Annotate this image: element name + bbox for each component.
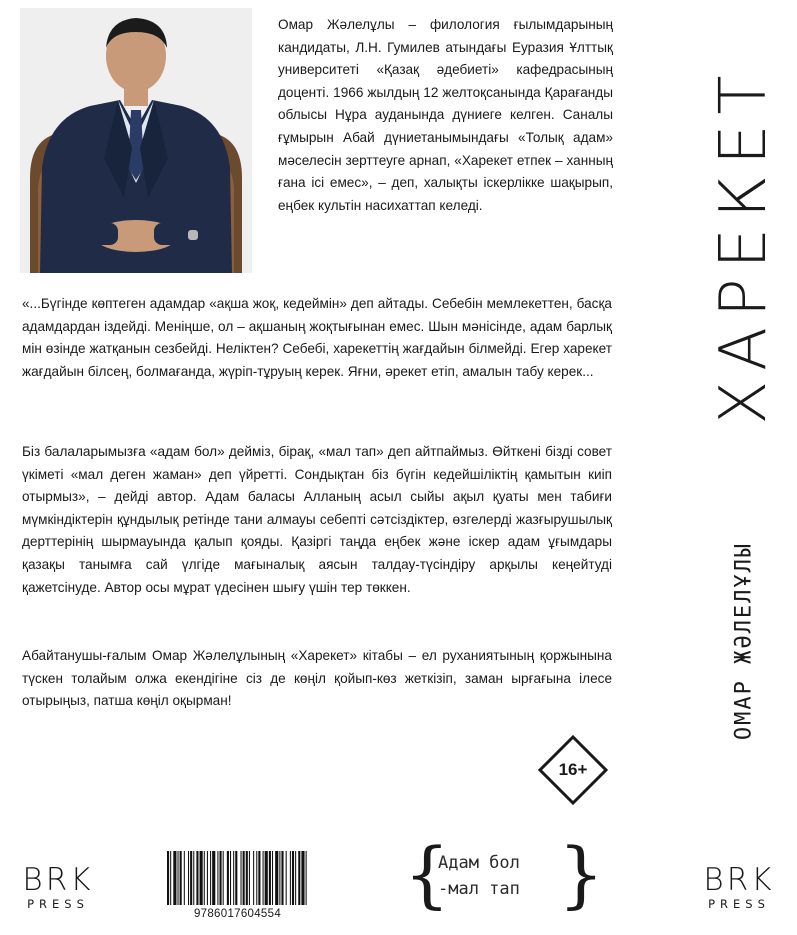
- publisher-sub: PRESS: [27, 897, 89, 911]
- spine-title-text: ХАРЕКЕТ: [707, 65, 781, 425]
- isbn-number: 9786017604554: [193, 908, 282, 920]
- isbn-barcode: [165, 851, 310, 923]
- author-portrait-icon: [20, 8, 252, 273]
- publisher-logo-left: [13, 862, 103, 911]
- slogan-block: [404, 832, 604, 916]
- left-brace-icon: {: [404, 832, 450, 916]
- age-rating-text: 16+: [558, 760, 588, 779]
- body-paragraph-1: «...Бүгінде көптеген адамдар «ақша жоқ, кедеймін» деп айтады. Себебін мемлекеттен, басқа адамдардан іздейді. Меніңше, ол – ақшаның жоқтығынан емес. Шын мәнісінде, адам барлық мін өзінде жатқанын сезбейді. Неліктен? Себебі, харекеттің жағдайын білмейді. Егер харекет жағдайын білсең, болмағанда, жүріп-тұруың керек. Яғни, әрекет етіп, амалын табу керек...: [22, 296, 612, 379]
- slogan-line-2: -мал тап: [438, 879, 520, 899]
- right-brace-icon: }: [558, 832, 604, 916]
- barcode-icon: [165, 851, 310, 907]
- slogan-line-1: Адам бол: [438, 853, 520, 873]
- publisher-sub: PRESS: [708, 897, 770, 911]
- publisher-name: BRK: [703, 862, 775, 898]
- body-paragraph-3: Абайтанушы-ғалым Омар Жәлелұлының «Харекет» кітабы – ел руханиятының қоржынына түскен толайым олжа екендігіне сіз де көңіл қойып-көз жеткізіп, заман ырғағына ілесе отырыңыз, патша көңіл оқырман!: [22, 648, 612, 709]
- body-paragraph-2: Біз балаларымызға «адам бол» дейміз, бірақ, «мал тап» деп айтпаймыз. Өйткені бізді совет үкіметі «мал деген жаман» деп үйретті. Сондықтан біз бүгін кедейшіліктің қамытын киіп отырмыз», – дейді автор. Адам баласы Алланың асыл сыйы ақыл қуаты мен табиғи мүмкіндіктерін құндылық ретінде тани алмауы себепті сәтсіздіктер, өзгелерді жазғырушылық дерттерінің шырмауында қалып қояды. Қазіргі таңда еңбек және іскер адам ұғымдары қазақы танымға сай үлгіде мағыналық аясын талдау-түсіндіру арқылы кеңейтуді қажетсінуде. Автор осы мұрат үдесінен шығу үшін тер төккен.: [22, 444, 612, 595]
- author-photo: [20, 8, 252, 273]
- author-bio: Омар Жәлелұлы – филология ғылымдарының кандидаты, Л.Н. Гумилев атындағы Еуразия Ұлттық университеті «Қазақ әдебиеті» кафедрасының доценті. 1966 жылдың 12 желтоқсанында Қарағанды облысы Нұра ауданында дүниеге келген. Саналы ғұмырын Абай дүниетанымындағы «Толық адам» мәселесін зерттеуге арнап, «Харекет етпек – ханның ғана ісі емес», – деп, халықты іскерлікке шақырып, еңбек культін насихаттап келеді.: [278, 17, 613, 213]
- publisher-name: BRK: [22, 862, 94, 898]
- spine-author-text: ОМАР ЖӘЛЕЛҰЛЫ: [731, 541, 757, 741]
- age-rating-badge: [538, 735, 608, 805]
- publisher-logo-right: [694, 862, 784, 911]
